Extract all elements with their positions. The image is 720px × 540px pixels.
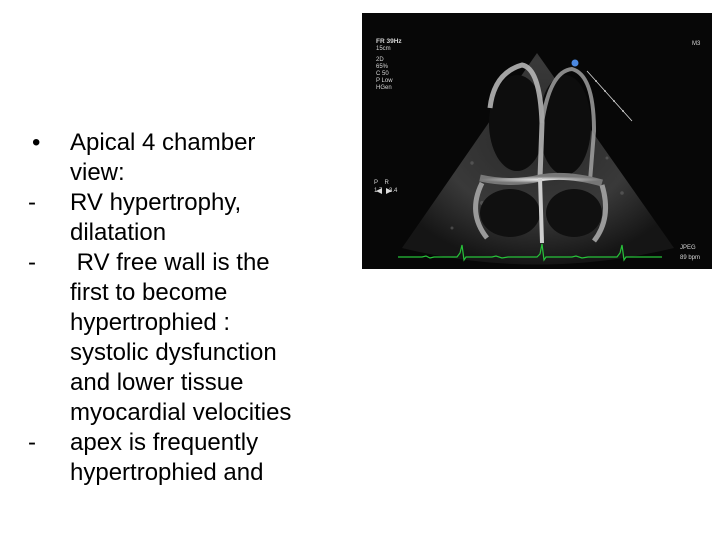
bullet-item-apex [28, 428, 358, 488]
bullet-line: systolic dysfunction [70, 339, 277, 366]
bullet-line: hypertrophied and [70, 459, 264, 486]
bullet-line: and lower tissue [70, 369, 244, 396]
bullet-line: RV hypertrophy, [70, 189, 242, 216]
bullet-item-apical-view [28, 128, 358, 188]
bullet-line: dilatation [70, 219, 167, 246]
bullet-line: myocardial velocities [70, 399, 292, 426]
left-marker-scale: 1.7 3.4 [374, 188, 398, 194]
heart-rate-readout: 89 bpm [680, 255, 701, 261]
bullet-marker: - [28, 249, 36, 276]
gain-readout: 65% [376, 64, 389, 70]
ultrasound-sector [362, 13, 712, 269]
mode-readout: 2D [376, 57, 384, 63]
bullet-marker: - [28, 429, 36, 456]
bullet-line: RV free wall is the [70, 249, 270, 276]
right-atrium-chamber [480, 189, 540, 237]
power-readout: P Low [376, 78, 393, 84]
bullet-line: hypertrophied : [70, 309, 231, 336]
format-label: JPEG [680, 245, 696, 251]
frame-rate-readout: FR 39Hz [376, 38, 402, 45]
bullet-line: first to become [70, 279, 228, 306]
left-ventricle-chamber [539, 75, 591, 175]
bullet-item-rv-hypertrophy [28, 188, 358, 248]
bullet-list [28, 128, 358, 488]
left-marker-label: P R [374, 180, 389, 186]
probe-orientation-marker [572, 60, 579, 67]
bullet-marker: - [28, 189, 36, 216]
bullet-item-rv-free-wall [28, 248, 358, 428]
bullet-line: apex is frequently [70, 429, 259, 456]
echocardiogram-image [362, 13, 712, 269]
depth-readout: 15cm [376, 46, 391, 52]
probe-tag: M3 [692, 41, 701, 47]
bullet-marker: • [32, 129, 41, 156]
harmonic-gen-readout: HGen [376, 85, 392, 91]
compress-readout: C 50 [376, 71, 389, 77]
bullet-line: view: [70, 159, 125, 186]
left-atrium-chamber [546, 189, 602, 237]
bullet-line: Apical 4 chamber [70, 129, 256, 156]
